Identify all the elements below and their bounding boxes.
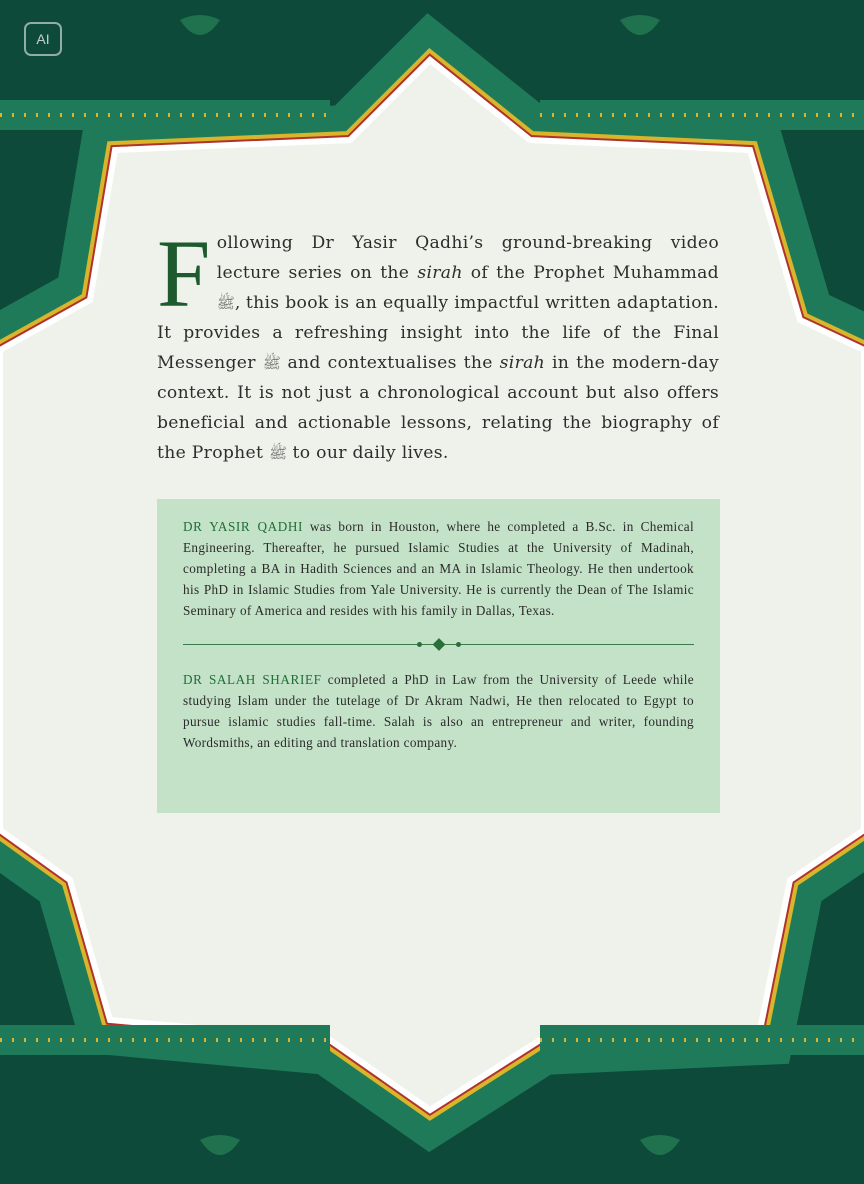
ai-badge: AI xyxy=(24,22,62,56)
divider-dot xyxy=(456,642,461,647)
author-bio-text: was born in Houston, where he completed a B.Sc. in Chemical Engineering. Thereafter, he pursued Islamic Studies at the University of Madinah, completing a BA in Hadith Sciences and an MA in Islamic Theology. He then undertook his PhD in Islamic Studies from Yale University. He is currently the Dean of The Islamic Seminary of America and resides with his family in Dallas, Texas. xyxy=(183,519,694,618)
blurb-emphasis: sirah xyxy=(417,263,463,283)
blurb-text: in the modern-day context. It is not just a chronological account but also offers beneficial and actionable lessons, relating the biography of the Prophet xyxy=(157,353,719,463)
blurb-paragraph xyxy=(157,220,719,468)
divider-dot xyxy=(417,642,422,647)
author-bio-salah-sharief xyxy=(183,669,694,753)
author-name: DR YASIR QADHI xyxy=(183,519,303,534)
blurb-text: and contextualises the xyxy=(280,353,500,373)
blurb-text: of the Prophet Muhammad xyxy=(462,263,719,283)
drop-cap: F xyxy=(157,220,211,327)
blurb-emphasis: sirah xyxy=(499,353,546,373)
author-bios-box xyxy=(157,499,720,813)
pbuh-icon: ﷺ xyxy=(268,444,288,462)
author-name: DR SALAH SHARIEF xyxy=(183,672,322,687)
blurb-text: to our daily lives. xyxy=(287,443,449,463)
blurb-text: , this book is an equally impactful written adaptation. It provides a refreshing insight into the life of the Final Messenger xyxy=(157,293,719,373)
author-bio-text: completed a PhD in Law from the University of Leede while studying Islam under the tutelage of Dr Akram Nadwi, He then relocated to Egypt to pursue islamic studies fall-time. Salah is also an entrepreneur and writer, founding Wordsmiths, an editing and translation company. xyxy=(183,672,694,750)
ornamental-divider xyxy=(183,644,694,645)
pbuh-icon: ﷺ xyxy=(262,354,281,372)
divider-diamond-icon xyxy=(432,638,445,651)
pbuh-icon: ﷺ xyxy=(216,294,235,312)
author-bio-yasir-qadhi xyxy=(183,516,694,621)
blurb-text: ollowing Dr Yasir Qadhi’s ground-breaking video lecture series on the xyxy=(216,233,719,283)
